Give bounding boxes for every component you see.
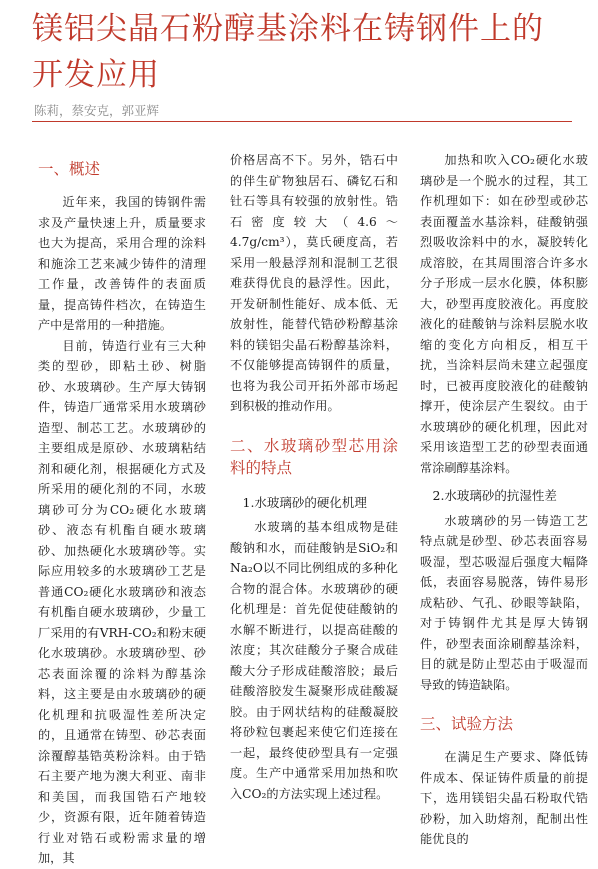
- subheading-moisture: 2.水玻璃砂的抗湿性差: [432, 488, 557, 503]
- column-1: [38, 150, 206, 869]
- section-heading-method: 三、试验方法: [420, 715, 514, 733]
- section-heading-features: 二、水玻璃砂型芯用涂料的特点: [230, 436, 398, 477]
- title-rule: [32, 121, 572, 122]
- paragraph: 近年来，我国的铸钢件需求及产量快速上升，质量要求也大为提高，采用合理的涂料和施涂工艺来减少铸件的清理工作量，改善铸件的表面质量，提高铸件档次，在铸造生产中是常用的一种措施。: [38, 195, 206, 332]
- title-line-2: 开发应用: [32, 57, 160, 93]
- column-3: [420, 150, 588, 850]
- paragraph: 水玻璃砂的另一铸造工艺特点就是砂型、砂芯表面容易吸湿，型芯吸湿后强度大幅降低，表面容易脱落，铸件易形成粘砂、气孔、砂眼等缺陷，对于铸钢件尤其是厚大铸钢件，砂型表面涂刷醇基涂料，目的就是防止型芯由于吸湿而导致的铸造缺陷。: [420, 513, 588, 692]
- subheading-hardening: 1.水玻璃砂的硬化机理: [242, 494, 367, 510]
- paragraph: 水玻璃的基本组成物是硅酸钠和水，而硅酸钠是SiO₂和Na₂O以不同比例组成的多种化合物的混合体。水玻璃砂的硬化机理是：首先促使硅酸钠的水解不断进行，以提高硅酸的浓度；其次硅酸分子聚合成硅酸大分子形成硅酸溶胶；最后硅酸溶胶发生凝聚形成硅酸凝胶。由于网状结构的硅酸凝胶将砂粒包裹起来使它们连接在一起，最终使砂型具有一定强度。生产中通常采用加热和吹入CO₂的方法实现上述过程。: [230, 520, 398, 801]
- paragraph: 目前，铸造行业有三大种类的型砂，即粘土砂、树脂砂、水玻璃砂。生产厚大铸钢件，铸造厂通常采用水玻璃砂造型、制芯工艺。水玻璃砂的主要组成是原砂、水玻璃粘结剂和硬化剂，根据硬化方式及所采用的硬化剂的不同，水玻璃砂可分为CO₂硬化水玻璃砂、液态有机酯自硬水玻璃砂、加热硬化水玻璃砂等。实际应用较多的水玻璃砂工艺是普通CO₂硬化水玻璃砂和液态有机酯自硬水玻璃砂，少量工厂采用的有VRH-CO₂和粉末硬化水玻璃砂。水玻璃砂型、砂芯表面涂覆的涂料为醇基涂料，这主要是由水玻璃砂的硬化机理和抗吸湿性差所决定的，且通常在铸型、砂芯表面涂覆醇基锆英粉涂料。由于锆石主要产地为澳大利亚、南非和美国，而我国锆石产地较少，资源有限，近年随着铸造行业对锆石或粉需求量的增加，其: [38, 338, 206, 865]
- section-heading-overview: 一、概述: [38, 160, 101, 178]
- title-line-1: 镁铝尖晶石粉醇基涂料在铸钢件上的: [32, 11, 544, 47]
- paragraph: 加热和吹入CO₂硬化水玻璃砂是一个脱水的过程，其工作机理如下：如在砂型或砂芯表面覆盖水基涂料，硅酸钠强烈吸收涂料中的水，凝胶转化成溶胶，在其周围溶合许多水分子形成一层水化膜，体积膨大，砂型再度胶液化。再度胶液化的硅酸钠与涂料层脱水收缩的变化方向相反，相互干扰，当涂料层尚未建立起强度时，已被再度胶液化的硅酸钠撑开，使涂层产生裂纹。由于水玻璃砂的硬化机理，因此对采用该造型工艺的砂型表面通常涂刷醇基涂料。: [420, 153, 588, 475]
- paragraph: 在满足生产要求、降低铸件成本、保证铸件质量的前提下，选用镁铝尖晶石粉取代锆砂粉，加入助熔剂，配制出性能优良的: [420, 750, 588, 846]
- paragraph: 价格居高不下。另外，锆石中的伴生矿物独居石、磷钇石和钍石等具有较强的放射性。锆石密度较大（4.6～4.7g/cm³），莫氏硬度高，若采用一般悬浮剂和混制工艺很难获得优良的悬浮性。因此，开发研制性能好、成本低、无放射性，能替代锆砂粉醇基涂料的镁铝尖晶石粉醇基涂料，不仅能够提高铸钢件的质量，也将为我公司开拓外部市场起到积极的推动作用。: [230, 153, 398, 413]
- authors: 陈莉，蔡安克，郭亚辉: [34, 103, 160, 118]
- column-2: [230, 150, 398, 804]
- article-title: [32, 6, 572, 98]
